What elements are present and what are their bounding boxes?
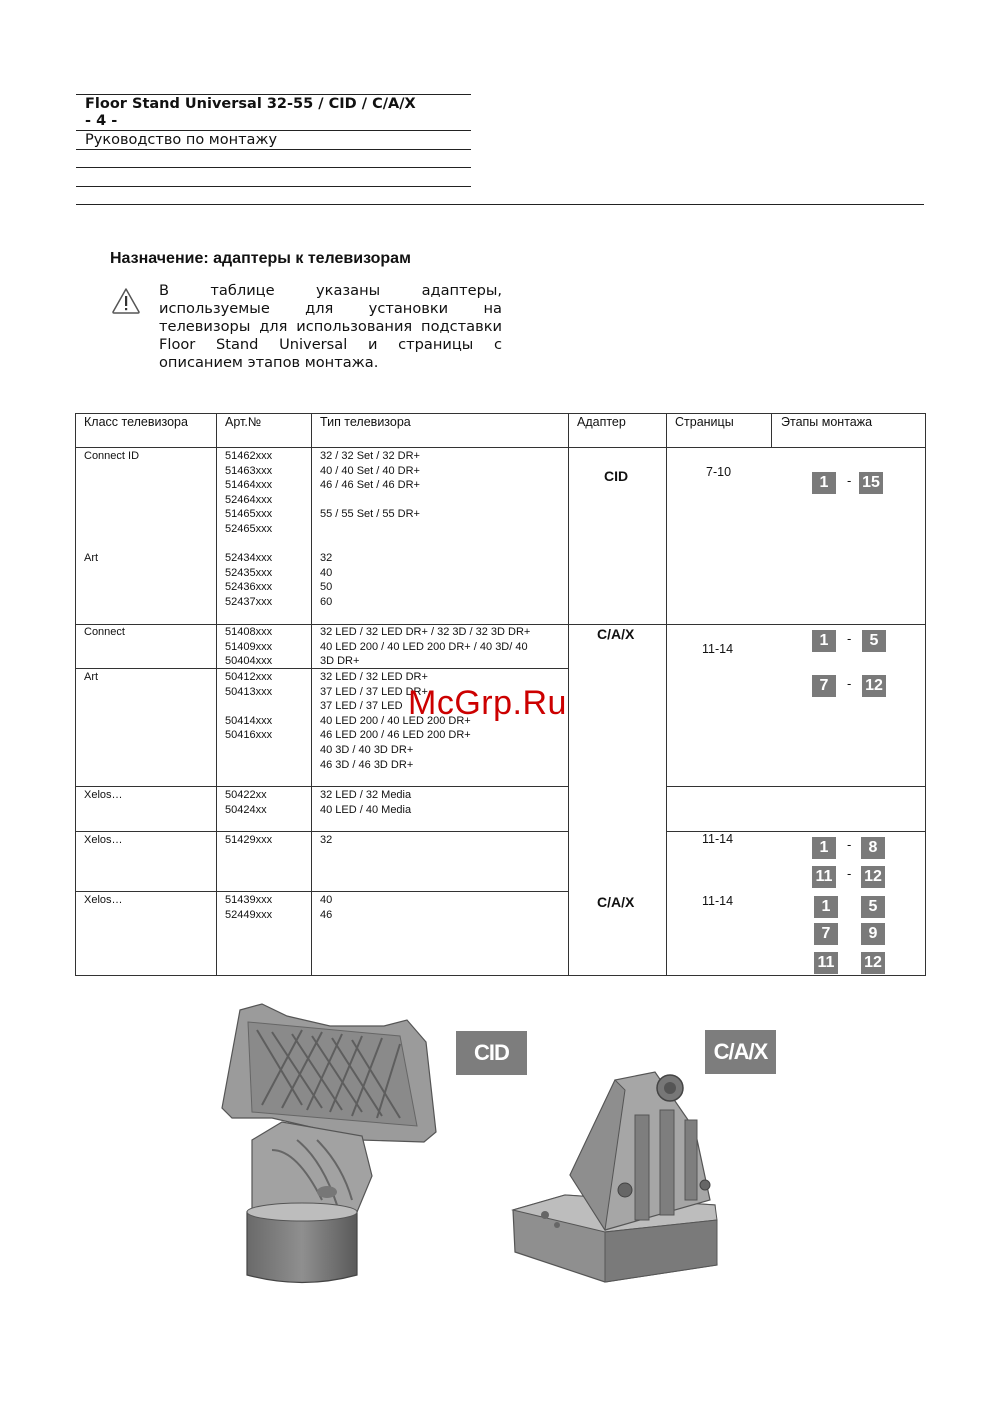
- type-item: [320, 522, 420, 537]
- step-box: 1: [812, 837, 836, 859]
- watermark: McGrp.Ru: [408, 684, 567, 722]
- row-divider: [75, 786, 568, 787]
- header-rule-4: [76, 167, 471, 168]
- table-border-bottom: [75, 975, 926, 976]
- art-list: [225, 833, 272, 848]
- art-item: 52435xxx: [225, 566, 273, 579]
- note-line: используемые для установки на: [159, 300, 502, 317]
- step-box: 15: [859, 472, 883, 494]
- type-item: 40: [320, 894, 333, 906]
- step-box: 11: [812, 866, 836, 888]
- note-line: В таблице указаны адаптеры,: [159, 282, 502, 299]
- type-item: 46 / 46 Set / 46 DR+: [320, 479, 420, 492]
- type-item: 3D DR+: [320, 655, 360, 668]
- type-item: [320, 493, 420, 508]
- step-box: 1: [812, 472, 836, 494]
- header-row-divider: [75, 447, 926, 448]
- type-item: 55 / 55 Set / 55 DR+: [320, 508, 420, 521]
- type-item: 50: [320, 581, 333, 594]
- header-rule-2: [76, 130, 471, 131]
- art-item: 52465xxx: [225, 522, 273, 535]
- art-list: [225, 551, 272, 609]
- art-item: 52449xxx: [225, 908, 273, 921]
- type-list: [320, 833, 332, 848]
- step-box: 7: [812, 675, 836, 697]
- art-list: [225, 788, 267, 817]
- pages-cell: 11-14: [702, 832, 734, 846]
- art-item: 50414xxx: [225, 714, 273, 727]
- adapter-cax: C/A/X: [597, 626, 635, 642]
- section-title: Назначение: адаптеры к телевизорам: [110, 250, 411, 267]
- cax-label-badge: C/A/X: [705, 1030, 776, 1074]
- tv-class-cell: Art: [84, 671, 99, 683]
- art-item: 50413xxx: [225, 685, 273, 698]
- step-box: 12: [861, 866, 885, 888]
- type-item: 37 LED / 37 LED DR+: [320, 685, 428, 698]
- art-item: 51408xxx: [225, 626, 273, 638]
- type-item: 40 3D / 40 3D DR+: [320, 743, 414, 756]
- step-box: 12: [861, 952, 885, 974]
- art-item: 52437xxx: [225, 595, 273, 608]
- art-item: 51463xxx: [225, 464, 273, 477]
- type-item: 40 LED 200 / 40 LED 200 DR+: [320, 714, 471, 727]
- pages-cell: 7-10: [706, 465, 732, 479]
- art-item: 51439xxx: [225, 894, 273, 906]
- row-divider: [666, 786, 926, 787]
- art-item: 52464xxx: [225, 493, 273, 506]
- type-list: [320, 551, 332, 609]
- step-dash: -: [847, 676, 852, 691]
- step-dash: -: [847, 837, 852, 852]
- type-item: 32: [320, 552, 333, 564]
- type-item: 46 LED 200 / 46 LED 200 DR+: [320, 729, 471, 742]
- header-tv-type: Тип телевизора: [320, 415, 411, 429]
- type-item: 32: [320, 834, 333, 846]
- tv-class-cell: Connect: [84, 626, 125, 638]
- step-dash: -: [847, 866, 852, 881]
- step-box: 8: [861, 837, 885, 859]
- type-list: [320, 893, 332, 922]
- type-list: [320, 788, 411, 817]
- type-item: 40 / 40 Set / 40 DR+: [320, 464, 420, 477]
- adapter-cax: C/A/X: [597, 894, 635, 910]
- header-adapter: Адаптер: [577, 415, 626, 429]
- header-rule-3: [76, 149, 471, 150]
- type-item: 46: [320, 908, 333, 921]
- step-dash: -: [847, 473, 852, 488]
- adapter-cid: CID: [604, 468, 629, 484]
- type-item: 32 / 32 Set / 32 DR+: [320, 450, 420, 462]
- header-rule-full: [76, 204, 924, 205]
- art-item: 51465xxx: [225, 508, 273, 521]
- header-rule-top: [76, 94, 471, 95]
- header-art-number: Арт.№: [225, 415, 262, 429]
- art-item: [225, 699, 272, 714]
- art-list: [225, 670, 272, 743]
- art-item: 50404xxx: [225, 655, 273, 668]
- pages-cell: 11-14: [702, 894, 734, 908]
- step-box: 5: [861, 896, 885, 918]
- art-item: 50424xx: [225, 803, 267, 816]
- art-item: 52434xxx: [225, 552, 273, 564]
- type-list: [320, 625, 530, 669]
- type-item: 32 LED / 32 LED DR+: [320, 671, 428, 683]
- cid-label-badge: CID: [456, 1031, 527, 1075]
- art-item: 50412xxx: [225, 671, 273, 683]
- table-border-right: [925, 413, 926, 976]
- warning-icon: [111, 287, 141, 315]
- pages-cell: 11-14: [702, 642, 734, 656]
- tv-class-cell: Connect ID: [84, 450, 140, 462]
- art-list: [225, 893, 272, 922]
- type-item: 32 LED / 32 Media: [320, 789, 412, 801]
- type-item: 40: [320, 566, 333, 579]
- note-line: Floor Stand Universal и страницы с: [159, 336, 502, 353]
- step-box: 5: [862, 630, 886, 652]
- art-list: [225, 625, 272, 669]
- header-pages: Страницы: [675, 415, 734, 429]
- header-steps: Этапы монтажа: [781, 415, 873, 429]
- tv-class-cell: Xelos…: [84, 789, 123, 801]
- header-rule-5: [76, 186, 471, 187]
- step-box: 7: [814, 923, 838, 945]
- step-box: 12: [862, 675, 886, 697]
- art-item: 51462xxx: [225, 450, 273, 462]
- col-divider: [771, 413, 772, 448]
- step-dash: -: [847, 631, 852, 646]
- note-text: [159, 282, 502, 372]
- cax-adapter-illustration: [505, 1060, 730, 1292]
- col-divider: [568, 413, 569, 976]
- row-divider: [75, 831, 568, 832]
- art-item: 51409xxx: [225, 640, 273, 653]
- row-divider: [75, 891, 568, 892]
- document-title: Floor Stand Universal 32-55 / CID / C/A/X: [85, 96, 416, 112]
- art-list: [225, 449, 272, 537]
- art-item: 51464xxx: [225, 479, 273, 492]
- art-item: 51429xxx: [225, 834, 273, 846]
- type-item: 37 LED / 37 LED: [320, 700, 403, 713]
- type-item: 46 3D / 46 3D DR+: [320, 758, 414, 771]
- type-item: 40 LED 200 / 40 LED 200 DR+ / 40 3D/ 40: [320, 640, 528, 653]
- tv-class-cell: Art: [84, 552, 99, 564]
- step-box: 11: [814, 952, 838, 974]
- tv-class-cell: Xelos…: [84, 834, 123, 846]
- note-line: телевизоры для использования подставки: [159, 318, 502, 335]
- table-border-top: [75, 413, 926, 414]
- page-number: - 4 -: [85, 113, 118, 129]
- document-subtitle: Руководство по монтажу: [85, 132, 278, 148]
- col-divider: [666, 413, 667, 976]
- note-line: описанием этапов монтажа.: [159, 354, 379, 371]
- cid-adapter-illustration: [212, 1000, 447, 1285]
- tv-class-cell: Xelos…: [84, 894, 123, 906]
- step-box: 1: [812, 630, 836, 652]
- step-box: 1: [814, 896, 838, 918]
- step-box: 9: [861, 923, 885, 945]
- art-item: 50416xxx: [225, 729, 273, 742]
- type-item: 32 LED / 32 LED DR+ / 32 3D / 32 3D DR+: [320, 626, 531, 638]
- type-item: 60: [320, 595, 333, 608]
- type-list: [320, 449, 420, 537]
- art-item: 52436xxx: [225, 581, 273, 594]
- header-tv-class: Класс телевизора: [84, 415, 188, 429]
- art-item: 50422xx: [225, 789, 267, 801]
- type-item: 40 LED / 40 Media: [320, 803, 412, 816]
